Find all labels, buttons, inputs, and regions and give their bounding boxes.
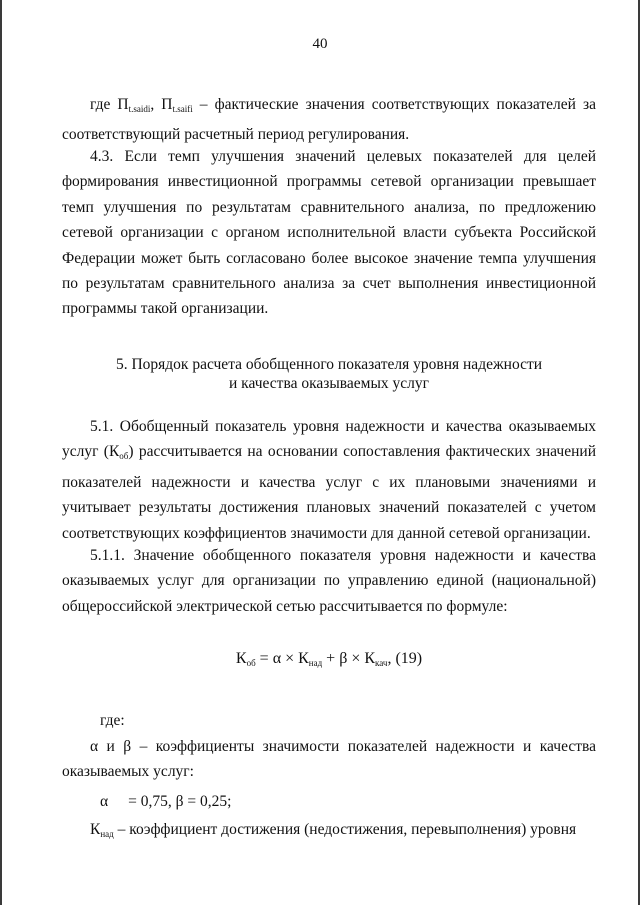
knad-k: К [90, 821, 101, 838]
formula-tail: , (19) [387, 650, 423, 667]
formula-k3-sub: кач [375, 658, 388, 668]
paragraph-k-nad [62, 817, 596, 847]
paragraph-4-3: 4.3. Если темп улучшения значений целевых показателей для целей формирования инвестиционной программы сетевой организации превышает темп улучшения по результатам сравнительного анализа, по предложению сетевой организации с органом исполнительной власти субъекта Российской Федерации может быть согласовано более высокое значение темпа улучшения по результатам сравнительного анализа за счет выполнения инвестиционной программы такой организации. [62, 148, 596, 318]
p51-sub: об [119, 451, 129, 462]
knad-rest: – коэффициент достижения (недостижения, перевыполнения) уровня [113, 821, 577, 838]
formula-k2-sub: над [308, 658, 323, 668]
heading-line-1: 5. Порядок расчета обобщенного показателя уровня надежности [115, 356, 543, 373]
alpha-symbol: α [100, 793, 109, 810]
scan-edge-left [0, 0, 2, 905]
section-5-heading [62, 355, 596, 393]
page-number: 40 [312, 36, 328, 52]
where-sub-saifi: t.saifi [172, 104, 193, 114]
heading-line-2: и качества оказываемых услуг [229, 375, 429, 392]
formula-part1: = α × К [255, 650, 309, 667]
where-rest: – фактические значения соответствующих показателей за соответствующий расчетный период регулирования. [62, 96, 596, 144]
paragraph-where-pt [62, 92, 596, 148]
p51-after: ) рассчитывается на основании сопоставления фактических значений показателей надежности и качества услуг с их плановыми значениями и учитывает результаты достижения плановых значений показателей с учетом соответствующих коэффициентов значимости для данной сетевой организации. [62, 443, 596, 542]
alpha-beta-values [100, 789, 500, 814]
paragraph-alpha-beta: α и β – коэффициенты значимости показателей надежности и качества оказываемых услуг: [62, 738, 596, 781]
where-label: где: [100, 712, 125, 729]
paragraph-5-1-1: 5.1.1. Значение обобщенного показателя уровня надежности и качества оказываемых услуг для организации по управлению единой (национальной) общероссийской электрической сетью рассчитывается по формуле: [62, 547, 596, 615]
knad-sub: над [100, 829, 114, 839]
where-mid: , П [150, 96, 173, 113]
where-lead: где П [90, 96, 129, 113]
alpha-beta-values-text: = 0,75, β = 0,25; [128, 793, 232, 810]
formula-k1: К [235, 650, 247, 667]
formula-k1-sub: об [246, 658, 256, 668]
formula-part2: + β × К [322, 650, 376, 667]
p51-before: 5.1. Обобщенный показатель уровня надежности и качества оказываемых услуг (К [62, 418, 596, 461]
paragraph-5-1 [62, 414, 596, 546]
where-sub-saidi: t.saidi [128, 104, 151, 114]
formula-19 [62, 650, 596, 668]
